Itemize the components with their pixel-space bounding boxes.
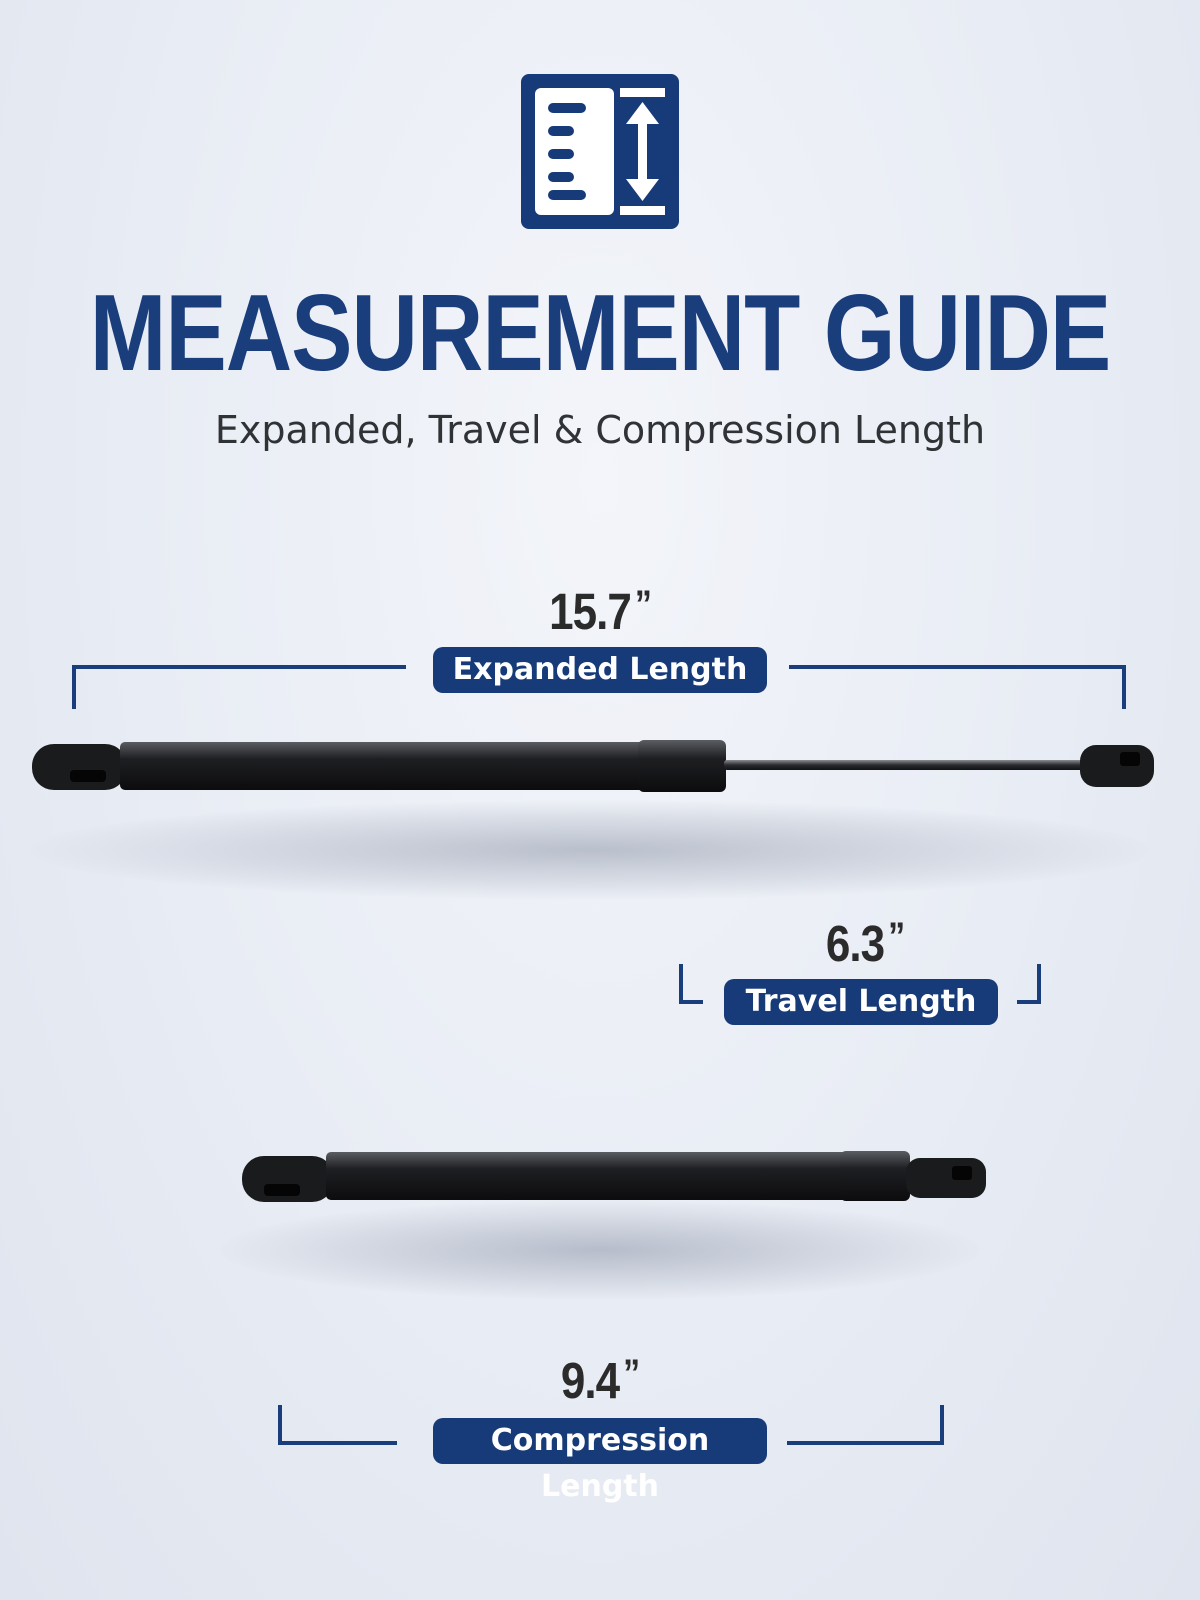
compression-length-number: 9.4 xyxy=(560,1353,620,1410)
travel-length-label: Travel Length xyxy=(724,979,998,1025)
compression-bracket-left-tick xyxy=(278,1405,282,1445)
travel-bracket-right xyxy=(1017,1000,1041,1004)
travel-length-unit: ” xyxy=(888,914,905,959)
expanded-length-label: Expanded Length xyxy=(433,647,767,693)
compression-bracket-right-tick xyxy=(940,1405,944,1445)
expanded-bracket-right xyxy=(789,665,1126,669)
travel-length-number: 6.3 xyxy=(825,916,885,973)
compression-length-label: Compression Length xyxy=(433,1418,767,1464)
compressed-strut-image xyxy=(240,1148,990,1218)
measuring-ruler-icon xyxy=(521,74,679,229)
page-subtitle: Expanded, Travel & Compression Length xyxy=(214,408,986,452)
travel-bracket-right-tick xyxy=(1037,964,1041,1004)
expanded-length-number: 15.7 xyxy=(549,584,631,641)
travel-length-value xyxy=(770,916,960,974)
compression-length-value xyxy=(500,1353,700,1411)
compression-bracket-right xyxy=(787,1441,944,1445)
page-title: MEASUREMENT GUIDE xyxy=(89,273,1111,394)
expanded-length-value xyxy=(500,584,700,642)
expanded-strut-shadow xyxy=(30,800,1150,900)
travel-bracket-left xyxy=(679,1000,703,1004)
compression-length-unit: ” xyxy=(623,1351,640,1396)
expanded-bracket-right-tick xyxy=(1122,665,1126,709)
expanded-bracket-left-tick xyxy=(72,665,76,709)
travel-bracket-left-tick xyxy=(679,964,683,1004)
expanded-strut-image xyxy=(28,730,1158,800)
expanded-bracket-left xyxy=(72,665,406,669)
compression-bracket-left xyxy=(278,1441,397,1445)
expanded-length-unit: ” xyxy=(634,582,651,627)
